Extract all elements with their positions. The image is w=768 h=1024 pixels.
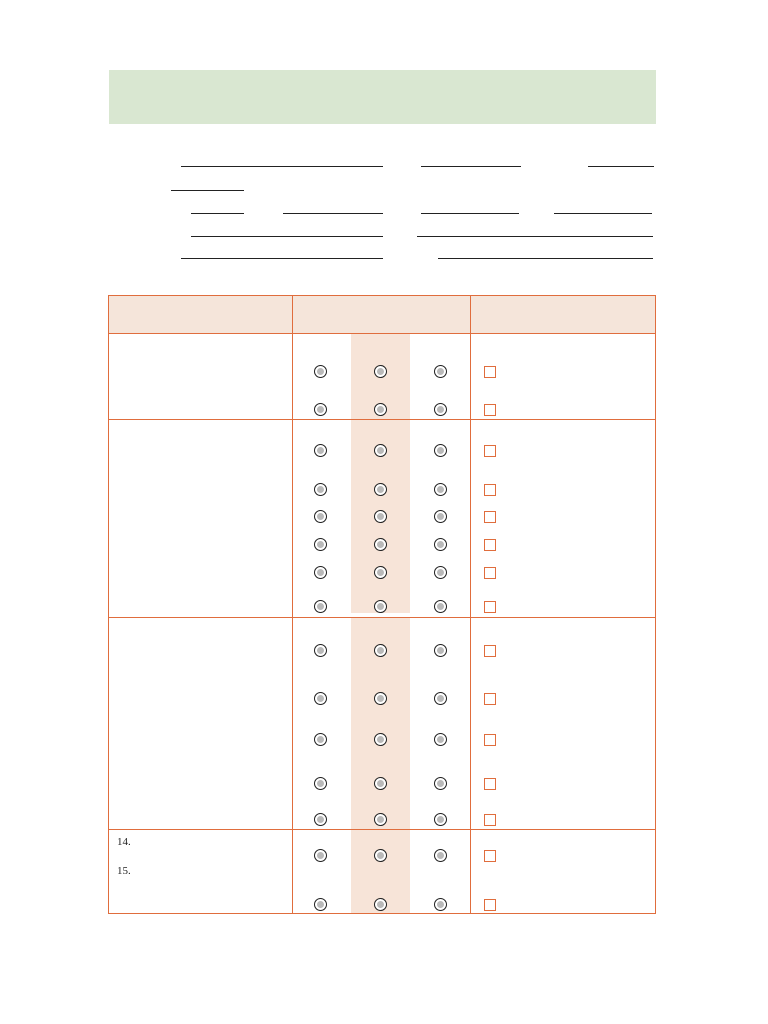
radio-circle-icon[interactable] xyxy=(374,644,387,657)
radio-circle-icon[interactable] xyxy=(434,644,447,657)
fill-line[interactable] xyxy=(421,166,521,167)
checkbox-square-icon[interactable] xyxy=(484,511,496,523)
checkbox-square-icon[interactable] xyxy=(484,850,496,862)
radio-circle-icon[interactable] xyxy=(314,644,327,657)
radio-circle-icon[interactable] xyxy=(434,813,447,826)
radio-circle-icon[interactable] xyxy=(434,777,447,790)
radio-circle-icon[interactable] xyxy=(374,403,387,416)
radio-circle-icon[interactable] xyxy=(374,444,387,457)
radio-circle-icon[interactable] xyxy=(314,566,327,579)
checkbox-square-icon[interactable] xyxy=(484,404,496,416)
fill-line[interactable] xyxy=(417,236,653,237)
radio-circle-icon[interactable] xyxy=(314,403,327,416)
checkbox-square-icon[interactable] xyxy=(484,734,496,746)
item-number: 15. xyxy=(117,865,131,877)
radio-circle-icon[interactable] xyxy=(434,692,447,705)
radio-circle-icon[interactable] xyxy=(434,538,447,551)
fill-line[interactable] xyxy=(554,213,652,214)
checkbox-square-icon[interactable] xyxy=(484,778,496,790)
fill-line[interactable] xyxy=(181,258,383,259)
radio-circle-icon[interactable] xyxy=(374,510,387,523)
fill-line[interactable] xyxy=(421,213,519,214)
radio-circle-icon[interactable] xyxy=(374,566,387,579)
radio-circle-icon[interactable] xyxy=(434,483,447,496)
checkbox-square-icon[interactable] xyxy=(484,899,496,911)
form-title-banner xyxy=(109,70,656,124)
radio-circle-icon[interactable] xyxy=(314,813,327,826)
radio-circle-icon[interactable] xyxy=(374,898,387,911)
checkbox-square-icon[interactable] xyxy=(484,601,496,613)
radio-circle-icon[interactable] xyxy=(374,777,387,790)
radio-circle-icon[interactable] xyxy=(314,600,327,613)
radio-circle-icon[interactable] xyxy=(374,813,387,826)
fill-line[interactable] xyxy=(191,213,244,214)
fill-line[interactable] xyxy=(438,258,653,259)
fill-line[interactable] xyxy=(283,213,383,214)
radio-circle-icon[interactable] xyxy=(434,600,447,613)
radio-circle-icon[interactable] xyxy=(434,733,447,746)
radio-circle-icon[interactable] xyxy=(374,483,387,496)
checkbox-square-icon[interactable] xyxy=(484,445,496,457)
radio-circle-icon[interactable] xyxy=(434,566,447,579)
item-number: 14. xyxy=(117,836,131,848)
radio-circle-icon[interactable] xyxy=(314,510,327,523)
checkbox-square-icon[interactable] xyxy=(484,645,496,657)
radio-circle-icon[interactable] xyxy=(434,444,447,457)
radio-circle-icon[interactable] xyxy=(374,538,387,551)
fill-line[interactable] xyxy=(181,166,383,167)
checkbox-square-icon[interactable] xyxy=(484,693,496,705)
radio-circle-icon[interactable] xyxy=(434,403,447,416)
radio-circle-icon[interactable] xyxy=(314,777,327,790)
checkbox-square-icon[interactable] xyxy=(484,366,496,378)
fill-line[interactable] xyxy=(171,190,244,191)
fill-line[interactable] xyxy=(191,236,383,237)
checkbox-square-icon[interactable] xyxy=(484,484,496,496)
radio-circle-icon[interactable] xyxy=(314,538,327,551)
radio-circle-icon[interactable] xyxy=(374,600,387,613)
checkbox-square-icon[interactable] xyxy=(484,539,496,551)
radio-circle-icon[interactable] xyxy=(374,849,387,862)
radio-circle-icon[interactable] xyxy=(374,692,387,705)
radio-circle-icon[interactable] xyxy=(434,365,447,378)
radio-circle-icon[interactable] xyxy=(374,733,387,746)
radio-circle-icon[interactable] xyxy=(314,483,327,496)
radio-circle-icon[interactable] xyxy=(314,444,327,457)
checkbox-square-icon[interactable] xyxy=(484,814,496,826)
radio-circle-icon[interactable] xyxy=(434,849,447,862)
radio-circle-icon[interactable] xyxy=(314,733,327,746)
radio-circle-icon[interactable] xyxy=(434,898,447,911)
radio-circle-icon[interactable] xyxy=(314,692,327,705)
radio-circle-icon[interactable] xyxy=(314,365,327,378)
radio-circle-icon[interactable] xyxy=(434,510,447,523)
fill-line[interactable] xyxy=(588,166,654,167)
radio-circle-icon[interactable] xyxy=(314,849,327,862)
checkbox-square-icon[interactable] xyxy=(484,567,496,579)
radio-circle-icon[interactable] xyxy=(374,365,387,378)
radio-circle-icon[interactable] xyxy=(314,898,327,911)
